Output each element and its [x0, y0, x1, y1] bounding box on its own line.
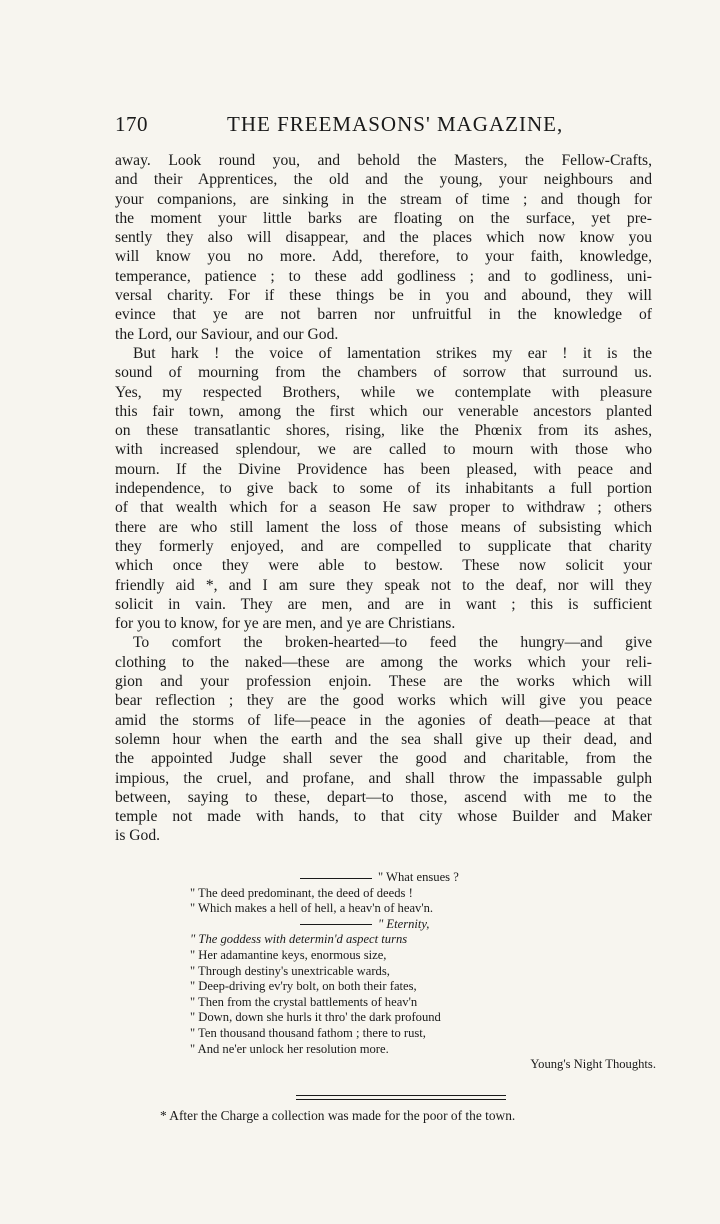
verse-line: " Ten thousand thousand fathom ; there to rust,	[190, 1025, 426, 1040]
body-line: the appointed Judge shall sever the good and charitable, from the	[115, 750, 652, 768]
footnote-rule-bottom	[296, 1099, 506, 1100]
em-rule	[300, 878, 372, 879]
verse-line: " The deed predominant, the deed of deeds !	[190, 885, 413, 900]
body-line: But hark ! the voice of lamentation strikes my ear ! it is the	[133, 344, 652, 362]
page-number: 170	[115, 112, 148, 136]
body-text	[115, 151, 652, 846]
body-line: mourn. If the Divine Providence has been pleased, with peace and	[115, 460, 652, 478]
body-line: To comfort the broken-hearted—to feed the hungry—and give	[133, 634, 652, 652]
body-line: there are who still lament the loss of those means of subsisting which	[115, 518, 652, 536]
body-line: Yes, my respected Brothers, while we contemplate with pleasure	[115, 383, 652, 401]
body-line: will know you no more. Add, therefore, to your faith, knowledge,	[115, 248, 652, 266]
verse-line	[190, 917, 660, 933]
body-line: versal charity. For if these things be in you and abound, they will	[115, 287, 652, 305]
body-line: and their Apprentices, the old and the young, your neighbours and	[115, 171, 652, 189]
verse-line: " Then from the crystal battlements of heav'n	[190, 994, 418, 1009]
body-line: which once they were able to bestow. These now solicit your	[115, 557, 652, 575]
body-line: they formerly enjoyed, and are compelled to supplicate that charity	[115, 537, 652, 555]
body-line: the moment your little barks are floating on the surface, yet pre-	[115, 209, 652, 227]
verse-line: " Down, down she hurls it thro' the dark profound	[190, 1010, 441, 1025]
body-line: between, saying to these, depart—to those, ascend with me to the	[115, 788, 652, 806]
verse-line: " Which makes a hell of hell, a heav'n of heav'n.	[190, 901, 434, 916]
body-line: independence, to give back to some of its inhabitants a full portion	[115, 480, 652, 498]
verse-line: " The goddess with determin'd aspect turns	[190, 932, 408, 947]
body-line: on these transatlantic shores, rising, like the Phœnix from its ashes,	[115, 422, 652, 440]
body-line: temple not made with hands, to that city whose Builder and Maker	[115, 808, 652, 826]
footnote-rule-top	[296, 1095, 506, 1096]
body-line: this fair town, among the first which our venerable ancestors planted	[115, 402, 652, 420]
body-line: your companions, are sinking in the stream of time ; and though for	[115, 190, 652, 208]
verse-quotation	[190, 870, 660, 1073]
verse-line: " Deep-driving ev'ry bolt, on both their fates,	[190, 979, 417, 994]
body-line: sently they also will disappear, and the places which now know you	[115, 229, 652, 247]
body-line: solemn hour when the earth and the sea shall give up their dead, and	[115, 730, 652, 748]
body-line: amid the storms of life—peace in the agonies of death—peace at that	[115, 711, 652, 729]
body-line: friendly aid *, and I am sure they speak not to the deaf, nor will they	[115, 576, 652, 594]
body-line: evince that ye are not barren nor unfruitful in the knowledge of	[115, 306, 652, 324]
verse-line: " Through destiny's unextricable wards,	[190, 963, 390, 978]
body-line: bear reflection ; they are the good works which will give you peace	[115, 692, 652, 710]
body-line: with increased splendour, we are called to mourn with those who	[115, 441, 652, 459]
verse-line: " And ne'er unlock her resolution more.	[190, 1041, 389, 1056]
running-title: THE FREEMASONS' MAGAZINE,	[227, 112, 564, 136]
em-rule	[300, 924, 372, 925]
body-line: impious, the cruel, and profane, and shall throw the impassable gulph	[115, 769, 652, 787]
verse-line	[190, 870, 660, 886]
body-line: away. Look round you, and behold the Masters, the Fellow-Crafts,	[115, 152, 652, 169]
body-line: the Lord, our Saviour, and our God.	[115, 325, 339, 343]
body-line: sound of mourning from the chambers of sorrow that surround us.	[115, 364, 652, 382]
verse-line-text: " What ensues ?	[378, 870, 459, 884]
verse-attribution: Young's Night Thoughts.	[530, 1057, 656, 1072]
verse-line: " Her adamantine keys, enormous size,	[190, 947, 387, 962]
body-line: clothing to the naked—these are among the works which your reli-	[115, 653, 652, 671]
verse-line-text: " Eternity,	[378, 916, 430, 931]
body-line: for you to know, for ye are men, and ye are Christians.	[115, 615, 456, 633]
page-header	[115, 112, 650, 144]
footnote: * After the Charge a collection was made for the poor of the town.	[160, 1108, 516, 1123]
body-line: gion and your profession enjoin. These are the works which will	[115, 673, 652, 691]
body-line: solicit in vain. They are men, and are in want ; this is sufficient	[115, 595, 652, 613]
body-line: temperance, patience ; to these add godliness ; and to godliness, uni-	[115, 267, 652, 285]
body-line: of that wealth which for a season He saw proper to withdraw ; others	[115, 499, 652, 517]
body-line: is God.	[115, 827, 161, 845]
